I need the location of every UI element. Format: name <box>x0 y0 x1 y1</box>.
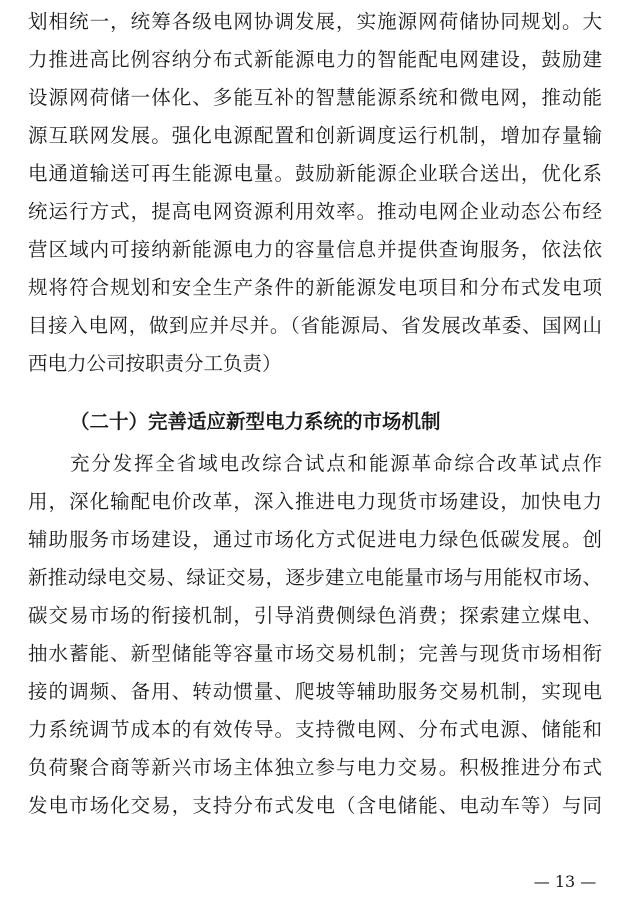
paragraph-line: 源互联网发展。强化电源配置和创新调度运行机制，增加存量输 <box>28 124 602 147</box>
paragraph-line: 抽水蓄能、新型储能等容量市场交易机制；完善与现货市场相衔 <box>28 642 602 665</box>
paragraph-line: 碳交易市场的衔接机制，引导消费侧绿色消费；探索建立煤电、 <box>28 604 602 627</box>
paragraph-line: 辅助服务市场建设，通过市场化方式促进电力绿色低碳发展。创 <box>28 528 602 551</box>
paragraph-line: 规将符合规划和安全生产条件的新能源发电项目和分布式发电项 <box>28 276 602 299</box>
paragraph-line: 负荷聚合商等新兴市场主体独立参与电力交易。积极推进分布式 <box>28 756 602 779</box>
paragraph-line: 统运行方式，提高电网资源利用效率。推动电网企业动态公布经 <box>28 200 602 223</box>
paragraph-line: 设源网荷储一体化、多能互补的智慧能源系统和微电网，推动能 <box>28 86 602 109</box>
paragraph-line: 发电市场化交易，支持分布式发电（含电储能、电动车等）与同 <box>28 794 602 817</box>
paragraph-line: 用，深化输配电价改革，深入推进电力现货市场建设，加快电力 <box>28 490 602 513</box>
section-heading: （二十）完善适应新型电力系统的市场机制 <box>70 410 441 433</box>
paragraph-line: 充分发挥全省域电改综合试点和能源革命综合改革试点作 <box>70 452 602 475</box>
page-number: — 13 — <box>533 872 597 891</box>
paragraph-line: 电通道输送可再生能源电量。鼓励新能源企业联合送出，优化系 <box>28 162 602 185</box>
paragraph-line: 西电力公司按职责分工负责） <box>28 352 282 375</box>
paragraph-line: 力推进高比例容纳分布式新能源电力的智能配电网建设，鼓励建 <box>28 48 602 71</box>
paragraph-line: 接的调频、备用、转动惯量、爬坡等辅助服务交易机制，实现电 <box>28 680 602 703</box>
paragraph-line: 新推动绿电交易、绿证交易，逐步建立电能量市场与用能权市场、 <box>28 566 602 589</box>
paragraph-line: 营区域内可接纳新能源电力的容量信息并提供查询服务，依法依 <box>28 238 602 261</box>
paragraph-line: 力系统调节成本的有效传导。支持微电网、分布式电源、储能和 <box>28 718 602 741</box>
paragraph-line: 划相统一，统筹各级电网协调发展，实施源网荷储协同规划。大 <box>28 10 602 33</box>
paragraph-line: 目接入电网，做到应并尽并。（省能源局、省发展改革委、国网山 <box>28 314 602 337</box>
